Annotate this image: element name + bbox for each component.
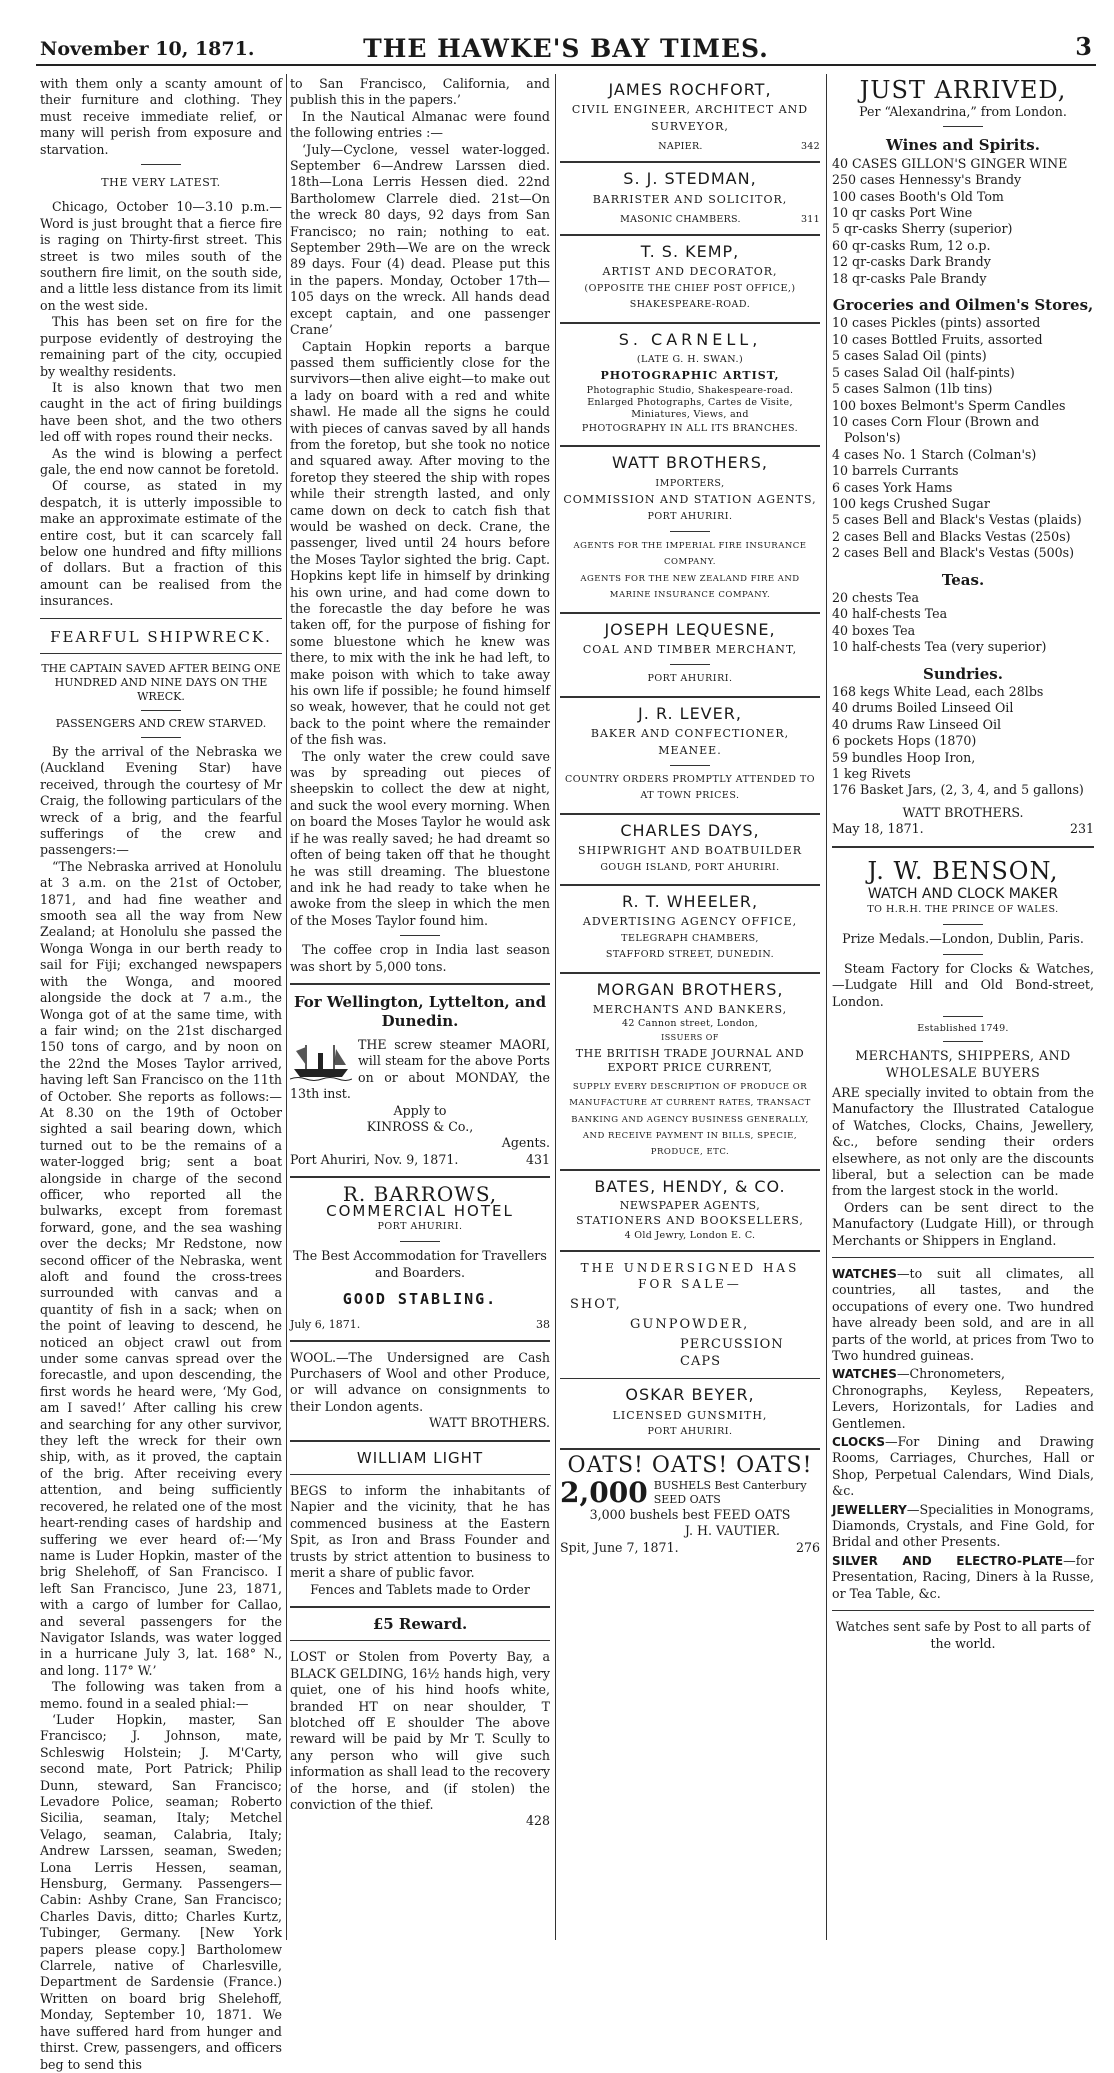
gunsmith-ad — [560, 1260, 820, 1441]
article-paragraph: “The Nebraska arrived at Honolulu at 3 a.m. on the 21st of October, 1871, and had fine weather and smooth sea all the way from New Zealand; at Honolulu she passed the Wonga Wonga in our berth ready to sail for Fiji; exchanged newspapers with the Wonga, and moored alongside the dock at 7 a.m., the Wonga got of at the same time, with a fair wind; on the 21st discharged 150 tons of cargo, and by noon on the 22nd the Moses Taylor arrived, having left San Francisco on the 11th of October. She reports as follows:—At 8.30 on the 19th of October sighted a sail bearing down, which turned out to be the remains of a water-logged brig; sent a boat alongside in charge of the second officer, who reported all the bulwarks, except from foremast forward, gone, and the sea washing over the decks; Mr Redstone, now second officer of the Nebraska, went aloft and found the cross-trees surrounded with canvas and a quantity of fish in a sack; when on the point of leaving to descend, he noticed an object crawl out from under some canvas spread over the forecastle, and upon descending, the first words he heard were, ‘My God, am I saved!’ After calling his crew and searching for any other survivor, they left the wreck for their own ship, with, as it proved, the captain of the brig. After receiving every attention, and being sufficiently recovered, he related one of the most heart-rending cases of hardship and suffering we ever heard of:—‘My name is Luder Hopkin, master of the brig Shelehoff, of San Francisco. I left San Francisco, June 23, 1871, with a cargo of lumber for Callao, and several passengers for the Navigator Islands, was water logged in a hurricane July 3, lat. 168° N., and long. 117° W.’ — [40, 858, 282, 1678]
ad-name: R. BARROWS, — [342, 1182, 498, 1207]
reward-ad — [290, 1616, 550, 1830]
business-line: ISSUERS OF — [661, 1033, 719, 1043]
business-name: S. J. STEDMAN, — [623, 169, 757, 189]
ad-number: 38 — [536, 1317, 550, 1331]
ad-text: SHOT, — [570, 1296, 622, 1312]
stock-item: 60 qr-casks Rum, 12 o.p. — [832, 237, 991, 253]
ad-text: THE UNDERSIGNED HAS — [580, 1260, 800, 1275]
business-name: J. R. LEVER, — [638, 703, 742, 723]
business-line: STATIONERS AND BOOKSELLERS, — [576, 1214, 804, 1228]
business-line: PHOTOGRAPHIC ARTIST, — [600, 369, 780, 383]
product-list — [832, 1266, 1094, 1602]
business-place: MASONIC CHAMBERS. — [620, 214, 741, 226]
oats-quantity: 2,000 — [560, 1475, 648, 1509]
article-paragraph: As the wind is blowing a perfect gale, the end now cannot be foretold. — [40, 445, 282, 477]
business-line: BARRISTER AND SOLICITOR, — [592, 192, 788, 206]
stock-item: 10 cases Corn Flour (Brown and Polson's) — [832, 413, 1040, 446]
business-line: COUNTRY ORDERS PROMPTLY ATTENDED TO AT TOWN PRICES. — [564, 773, 816, 802]
stock-item: 1 keg Rivets — [832, 766, 911, 782]
section-heading: Sundries. — [923, 664, 1003, 683]
business-line: BAKER AND CONFECTIONER, — [590, 727, 790, 741]
business-line: (OPPOSITE THE CHIEF POST OFFICE,) — [584, 282, 796, 294]
business-name: MORGAN BROTHERS, — [596, 979, 784, 999]
product-key: CLOCKS — [832, 1435, 885, 1450]
stock-item: 40 drums Raw Linseed Oil — [832, 716, 1002, 732]
stock-item: 250 cases Hennessy's Brandy — [832, 172, 1022, 188]
business-line: PHOTOGRAPHY IN ALL ITS BRANCHES. — [581, 422, 799, 434]
article-paragraph: ‘July—Cyclone, vessel water-logged. September 6—Andrew Larssen died. 18th—Lona Lerris Hessen died. 22nd Bartholomew Clarrele died. 21st—On the wreck 80 days, 92 days from San Francisco; no rain; nothing to eat. September 29th—We are on the wreck 89 days. Four (4) dead. Please put this in the papers. Monday, October 17th—105 days on the wreck. All hands dead except captain, and one passenger Crane’ — [290, 141, 550, 338]
business-card — [560, 1176, 820, 1242]
stock-item: 20 chests Tea — [832, 589, 920, 605]
ad-text: Fences and Tablets made to Order — [310, 1581, 530, 1597]
business-name: WATT BROTHERS, — [612, 453, 768, 473]
ad-text: WOOL.—The Undersigned are Cash Purchasers of Wool and other Produce, or will advance on consignments to their London agents. — [290, 1349, 550, 1414]
business-place: STAFFORD STREET, DUNEDIN. — [605, 949, 775, 961]
section-heading: Groceries and Oilmen's Stores, — [832, 296, 1094, 315]
product-item — [832, 1366, 1094, 1432]
business-card — [560, 820, 820, 876]
business-name: JOSEPH LEQUESNE, — [604, 619, 776, 639]
product-text: —Chronometers, Chronographs, Keyless, Repeaters, Levers, Horizontals, for Ladies and Gentlemen. — [832, 1366, 1094, 1431]
business-card — [560, 703, 820, 805]
stock-item: 100 boxes Belmont's Sperm Candles — [832, 397, 1066, 413]
stock-item: 5 cases Salad Oil (half-pints) — [832, 364, 1015, 380]
stock-item: 59 bundles Hoop Iron, — [832, 749, 976, 765]
business-line: AGENTS FOR THE NEW ZEALAND FIRE AND MARINE INSURANCE COMPANY. — [580, 573, 800, 601]
ad-text: GUNPOWDER, — [630, 1316, 750, 1332]
ad-number: 431 — [525, 1151, 550, 1167]
ad-text: ARE specially invited to obtain from the Manufactory the Illustrated Catalogue of Watches, Clocks, Chains, Jewellery, &c., before sending their orders elsewhere, as not only are the discounts liberal, but a selection can be made from the largest stock in the world. — [832, 1084, 1094, 1199]
ad-text: BEGS to inform the inhabitants of Napier and the vicinity, that he has commenced business at the Eastern Spit, as Iron and Brass Founder and trusts by strict attention to business to merit a share of public favor. — [290, 1483, 550, 1581]
business-line: AND RECEIVE PAYMENT IN BILLS, SPECIE, PRODUCE, ETC. — [582, 1131, 798, 1158]
ad-text: BUSHELS Best Canterbury SEED OATS — [653, 1478, 807, 1506]
steamer-ad — [290, 993, 550, 1168]
business-line: 42 Cannon street, London, — [621, 1018, 759, 1030]
article-paragraph: with them only a scanty amount of their furniture and clothing. They must receive immediate relief, or many will perish from exposure and starvation. — [40, 76, 282, 157]
ad-text: Watches sent safe by Post to all parts of the world. — [835, 1619, 1091, 1651]
ad-headline: JUST ARRIVED, — [859, 76, 1067, 104]
product-text: —Specialities in Monograms, Diamonds, Crystals, and Fine Gold, for Bridal and other Presents. — [832, 1501, 1094, 1550]
stock-item: 2 cases Bell and Black's Vestas (500s) — [832, 545, 1075, 561]
ad-signature: WATT BROTHERS. — [428, 1415, 550, 1431]
business-line: ARTIST AND DECORATOR, — [602, 265, 778, 279]
business-card — [560, 171, 820, 226]
business-line: NEWSPAPER AGENTS, — [619, 1199, 761, 1213]
ad-text: 3,000 bushels best FEED OATS — [589, 1506, 791, 1522]
steamship-icon — [290, 1039, 352, 1083]
article-subhead: THE CAPTAIN SAVED AFTER BEING ONE HUNDRED AND NINE DAYS ON THE WRECK. — [41, 662, 281, 703]
product-item — [832, 1266, 1094, 1364]
groceries-list — [832, 315, 1094, 561]
stock-item: 18 qr-casks Pale Brandy — [832, 270, 987, 286]
section-heading: THE VERY LATEST. — [101, 176, 221, 190]
ad-text: Prize Medals.—London, Dublin, Paris. — [842, 931, 1084, 947]
product-text: —for Presentation, Racing, Diners à la Russe, or Tea Table, &c. — [832, 1552, 1094, 1601]
stock-item: 176 Basket Jars, (2, 3, 4, and 5 gallons) — [832, 782, 1084, 798]
product-item — [832, 1502, 1094, 1551]
business-place: PORT AHURIRI. — [647, 510, 733, 522]
section-heading: Teas. — [941, 570, 985, 589]
watchmaker-ad — [832, 856, 1094, 1652]
business-card — [560, 979, 820, 1161]
stock-item: 10 cases Bottled Fruits, assorted — [832, 331, 1043, 347]
ad-text: MERCHANTS, SHIPPERS, AND WHOLESALE BUYERS — [855, 1048, 1071, 1080]
stock-item: 4 cases No. 1 Starch (Colman's) — [832, 446, 1037, 462]
business-place: MEANEE. — [658, 743, 722, 757]
business-card — [560, 619, 820, 688]
ad-dateline: July 6, 1871. — [290, 1317, 361, 1331]
business-card — [560, 894, 820, 964]
business-place: 4 Old Jewry, London E. C. — [624, 1229, 756, 1241]
business-line: Photographic Studio, Shakespeare-road. — [586, 384, 794, 396]
ad-number: 311 — [800, 214, 820, 226]
wines-list — [832, 156, 1094, 287]
ad-headline: OATS! OATS! OATS! — [567, 1453, 813, 1479]
ad-text: Agents. — [501, 1135, 550, 1151]
ad-signature: WATT BROTHERS. — [902, 804, 1024, 820]
section-heading: Wines and Spirits. — [886, 136, 1040, 155]
business-card — [560, 82, 820, 153]
product-item — [832, 1434, 1094, 1500]
business-line: (LATE G. H. SWAN.) — [636, 354, 744, 366]
oats-ad — [560, 1453, 820, 1556]
article-paragraph: This has been set on fire for the purpose evidently of destroying the remaining part of the city, occupied by wealthy residents. — [40, 314, 282, 379]
column-4 — [832, 76, 1094, 1652]
business-line: COAL AND TIMBER MERCHANT, — [582, 642, 798, 656]
product-key: WATCHES — [832, 1266, 897, 1281]
stock-item: 5 qr-casks Sherry (superior) — [832, 221, 1013, 237]
stock-item: 10 qr casks Port Wine — [832, 205, 973, 221]
ad-text: PERCUSSION CAPS — [680, 1337, 784, 1369]
business-name: BATES, HENDY, & CO. — [594, 1176, 786, 1196]
article-paragraph: The coffee crop in India last season was short by 5,000 tons. — [290, 942, 550, 974]
ad-dateline: Spit, June 7, 1871. — [560, 1539, 679, 1555]
stock-item: 2 cases Bell and Blacks Vestas (250s) — [832, 528, 1071, 544]
business-line: SHIPWRIGHT AND BOATBUILDER — [577, 844, 803, 858]
column-divider — [286, 74, 287, 1940]
stock-item: 40 boxes Tea — [832, 622, 916, 638]
product-text: —For Dining and Drawing Rooms, Carriages, Churches, Hall or Shop, Perpetual Calendars, Wind Dials, &c. — [832, 1434, 1094, 1499]
business-line: IMPORTERS, — [655, 477, 725, 489]
stock-item: 5 cases Bell and Black's Vestas (plaids) — [832, 512, 1082, 528]
ad-headline: £5 Reward. — [372, 1614, 468, 1633]
business-place: PORT AHURIRI. — [647, 1425, 733, 1437]
business-name: T. S. KEMP, — [640, 242, 740, 262]
article-paragraph: Chicago, October 10—3.10 p.m.—Word is just brought that a fierce fire is raging on Thirty-first street. This street is two miles south of the southern fire limit, on the south side, and a little less distance from its limit on the west side. — [40, 199, 282, 313]
stock-item: 6 pockets Hops (1870) — [832, 733, 977, 749]
product-key: WATCHES — [832, 1367, 897, 1382]
business-line: MERCHANTS AND BANKERS, — [592, 1003, 788, 1017]
ad-text: Established 1749. — [917, 1023, 1009, 1035]
article-paragraph: By the arrival of the Nebraska we (Auckland Evening Star) have received, through the courtesy of Mr Craig, the following particulars of the wreck of a brig, and the fearful sufferings of the crew and passengers:— — [40, 744, 282, 858]
ad-text: FOR SALE— — [638, 1277, 742, 1292]
ad-text: Apply to — [393, 1102, 447, 1118]
ad-title: COMMERCIAL HOTEL — [326, 1201, 514, 1220]
stock-item: 40 drums Boiled Linseed Oil — [832, 700, 1014, 716]
ad-text: The Best Accommodation for Travellers and Boarders. — [293, 1248, 547, 1280]
business-line: CIVIL ENGINEER, ARCHITECT AND SURVEYOR, — [571, 103, 809, 133]
issue-date: November 10, 1871. — [40, 38, 255, 60]
article-paragraph: ‘Luder Hopkin, master, San Francisco; J. Johnson, mate, Schleswig Holstein; J. M'Carty, second mate, Port Patrick; Philip Dunn, steward, San Francisco; Levadore Police, seaman; Roberto Sicilia, seaman, Italy; Metchel Velago, seaman, Calabria, Italy; Andrew Larssen, seaman, Sweden; Lona Lerris Hessen, seaman, Hensburg, Germany. Passengers—Cabin: Ashby Crane, San Francisco; Charles Davis, ditto; Charles Kurtz, Tubinger, Germany. [New York papers please copy.] Bartholomew Clarrele, native of Charlesville, Department de Sardensie (France.) Written on board brig Shelehoff, Monday, September 10, 1871. We have suffered hard from hunger and thirst. Crew, passengers, and officers beg to send this — [40, 1711, 282, 2072]
stock-item: 100 kegs Crushed Sugar — [832, 495, 990, 511]
stock-item: 168 kegs White Lead, each 28lbs — [832, 684, 1044, 699]
business-line: TELEGRAPH CHAMBERS, — [621, 932, 759, 944]
stock-item: 5 cases Salmon (1lb tins) — [832, 381, 993, 397]
business-line: AGENTS FOR THE IMPERIAL FIRE INSURANCE COMPANY. — [573, 540, 807, 568]
page-number: 3 — [1075, 32, 1092, 61]
business-name: JAMES ROCHFORT, — [608, 80, 772, 99]
article-paragraph: Captain Hopkin reports a barque passed them sufficiently close for the survivors—then alive eight—to make out a lady on board with a red and white shawl. He made all the signs he could with pieces of canvas saved by all hands from the foretop, but she took no notice and squared away. After moving to the foretop they steered the ship with ropes while their strength lasted, and only came down on deck to catch fish that would be washed on deck. Crane, the passenger, lived until 24 hours before the Moses Taylor sighted the brig. Capt. Hopkins kept life in himself by drinking his own urine, and had come down to the forecastle the day before he was taken off, for the purpose of fishing for some bluestone which he knew was there, to mix with the ink he had left, to make poison with which to take away his own life if possible; he found himself so weak, however, that he could not get back to the point where the remainder of the fish was. — [290, 338, 550, 748]
ad-headline: For Wellington, Lyttelton, and Dunedin. — [293, 992, 547, 1030]
wool-ad — [290, 1350, 550, 1432]
product-key: SILVER AND ELECTRO-PLATE — [832, 1553, 1064, 1568]
ad-dateline: May 18, 1871. — [832, 821, 924, 837]
stock-item: 10 half-chests Tea (very superior) — [832, 639, 1047, 655]
teas-list — [832, 590, 1094, 656]
ad-text: GOOD STABLING. — [342, 1290, 498, 1309]
ad-text: Steam Factory for Clocks & Watches,—Ludgate Hill and Old Bond-street, London. — [832, 960, 1094, 1009]
ad-number: 276 — [795, 1539, 820, 1555]
article-paragraph: It is also known that two men caught in the act of firing buildings have been shot, and the two others led off with ropes round their necks. — [40, 379, 282, 445]
business-name: R. T. WHEELER, — [621, 892, 759, 911]
stock-item: 12 qr-casks Dark Brandy — [832, 254, 991, 270]
ad-name: J. W. BENSON, — [867, 856, 1059, 885]
stock-item: 100 cases Booth's Old Tom — [832, 188, 1004, 204]
business-line: ADVERTISING AGENCY OFFICE, — [582, 915, 798, 929]
business-name: CHARLES DAYS, — [620, 820, 760, 840]
article-paragraph: The only water the crew could save was by spreading out pieces of sheepskin to collect the dew at night, and suck the wool every morning. When on board the Moses Taylor he would ask if he was really saved; he had dreamt so often of being taken off that he thought he was still dreaming. The bluestone and ink he had ready to take when he awoke from the sleep in which the men of the Moses Taylor found him. — [290, 748, 550, 928]
stock-item: 5 cases Salad Oil (pints) — [832, 348, 987, 364]
ad-place: PORT AHURIRI. — [377, 1221, 463, 1232]
column-1 — [40, 76, 282, 2073]
stock-item: 40 half-chests Tea — [832, 606, 948, 622]
ad-number: 428 — [525, 1813, 550, 1829]
founder-ad — [290, 1450, 550, 1598]
business-card — [560, 455, 820, 603]
stock-item: 40 CASES GILLON'S GINGER WINE — [832, 155, 1068, 171]
column-3 — [560, 76, 820, 1556]
business-place: NAPIER. — [658, 141, 703, 153]
column-2 — [290, 76, 550, 1830]
ad-signature: J. H. VAUTIER. — [684, 1523, 780, 1539]
sundries-list — [832, 684, 1094, 799]
article-paragraph: In the Nautical Almanac were found the following entries :— — [290, 108, 550, 141]
business-place: PORT AHURIRI. — [647, 673, 733, 685]
masthead — [36, 24, 1096, 66]
column-divider — [555, 74, 556, 1940]
ad-text: THE screw steamer MAORI, will steam for the above Ports on or about MONDAY, the 13th inst. — [290, 1036, 550, 1102]
article-paragraph: The following was taken from a memo. found in a sealed phial:— — [40, 1679, 282, 1711]
ad-number: 231 — [1069, 821, 1094, 837]
stock-item: 10 barrels Currants — [832, 463, 959, 479]
stock-item: 10 cases Pickles (pints) assorted — [832, 315, 1041, 331]
ad-text: TO H.R.H. THE PRINCE OF WALES. — [867, 904, 1059, 916]
product-text: —to suit all climates, all countries, all tastes, and the occupations of every one. Two hundred have already been sold, and are in all parts of the world, at prices from Two to Two hundred guineas. — [832, 1265, 1094, 1363]
article-subhead: PASSENGERS AND CREW STARVED. — [55, 717, 267, 730]
business-place: GOUGH ISLAND, PORT AHURIRI. — [600, 861, 780, 873]
business-line: Enlarged Photographs, Cartes de Visite, Miniatures, Views, and — [587, 396, 793, 420]
stock-item: 6 cases York Hams — [832, 479, 953, 495]
business-name: OSKAR BEYER, — [625, 1385, 755, 1405]
business-line: THE BRITISH TRADE JOURNAL AND EXPORT PRICE CURRENT, — [575, 1046, 805, 1074]
business-card — [560, 329, 820, 438]
newspaper-title: THE HAWKE'S BAY TIMES. — [363, 34, 769, 63]
column-divider — [826, 74, 827, 1940]
ad-text: Per “Alexandrina,” from London. — [859, 104, 1067, 119]
ad-name: WILLIAM LIGHT — [356, 1448, 484, 1467]
business-place: SHAKESPEARE-ROAD. — [629, 299, 751, 311]
ad-title: WATCH AND CLOCK MAKER — [867, 885, 1059, 902]
ad-text: Orders can be sent direct to the Manufactory (Ludgate Hill), or through Merchants or Shippers in England. — [832, 1199, 1094, 1248]
business-name: S. CARNELL, — [618, 329, 762, 349]
article-paragraph: Of course, as stated in my despatch, it is utterly impossible to make an approximate estimate of the entire cost, but it can scarcely fall below one hundred and fifty millions of dollars. But a fraction of this amount can be realised from the insurances. — [40, 478, 282, 609]
product-key: JEWELLERY — [832, 1502, 907, 1517]
agent-name: KINROSS & Co., — [366, 1118, 474, 1134]
business-line: LICENSED GUNSMITH, — [612, 1408, 768, 1422]
article-paragraph: to San Francisco, California, and publish this in the papers.’ — [290, 76, 550, 108]
article-headline: FEARFUL SHIPWRECK. — [50, 627, 272, 646]
business-card — [560, 244, 820, 314]
ad-text: LOST or Stolen from Poverty Bay, a BLACK GELDING, 16½ hands high, very quiet, one of his hind hoofs white, branded HT on near shoulder, T blotched off E shoulder The above reward will be paid by Mr T. Scully to any person who will give such information as shall lead to the recovery of the horse, and (if stolen) the conviction of the thief. — [290, 1649, 550, 1812]
product-item — [832, 1553, 1094, 1602]
business-line: SUPPLY EVERY DESCRIPTION OF PRODUCE OR MANUFACTURE AT CURRENT RATES, TRANSACT BANKING AND AGENCY BUSINESS GENERALLY, — [569, 1081, 811, 1125]
ad-number: 342 — [800, 141, 820, 153]
ad-dateline: Port Ahuriri, Nov. 9, 1871. — [290, 1151, 459, 1167]
hotel-ad — [290, 1182, 550, 1331]
business-line: COMMISSION AND STATION AGENTS, — [563, 493, 817, 507]
